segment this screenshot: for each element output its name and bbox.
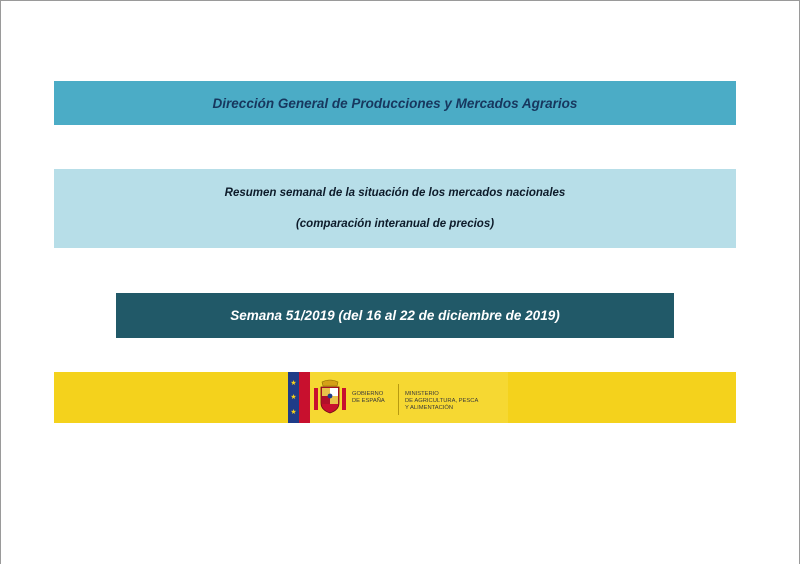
ministry-line: Y ALIMENTACIÓN [405, 405, 454, 411]
summary-subtitle: (comparación interanual de precios) [295, 218, 495, 230]
star-icon: ★ [290, 379, 297, 387]
star-icon: ★ [290, 394, 297, 401]
red-stripe [299, 372, 310, 423]
logo-divider [398, 384, 399, 415]
directorate-banner [54, 81, 736, 125]
eu-flag-stripe [288, 372, 310, 423]
week-banner [116, 293, 674, 338]
week-label: Semana 51/2019 (del 16 al 22 de diciembre de 2019) [230, 308, 560, 323]
government-logo [288, 372, 508, 423]
ministry-line: MINISTERIO [405, 391, 439, 397]
government-line: DE ESPAÑA [352, 398, 385, 404]
ministry-text [405, 372, 478, 423]
government-line: GOBIERNO [352, 391, 384, 397]
summary-title: Resumen semanal de la situación de los mercados nacionales [224, 187, 566, 199]
government-text [350, 372, 398, 423]
directorate-title: Dirección General de Producciones y Mercados Agrarios [212, 95, 578, 111]
summary-banner [54, 169, 736, 248]
ministry-line: DE AGRICULTURA, PESCA [405, 398, 479, 404]
eu-stars [288, 372, 299, 423]
star-icon: ★ [290, 408, 297, 416]
coat-of-arms-icon [310, 372, 350, 423]
